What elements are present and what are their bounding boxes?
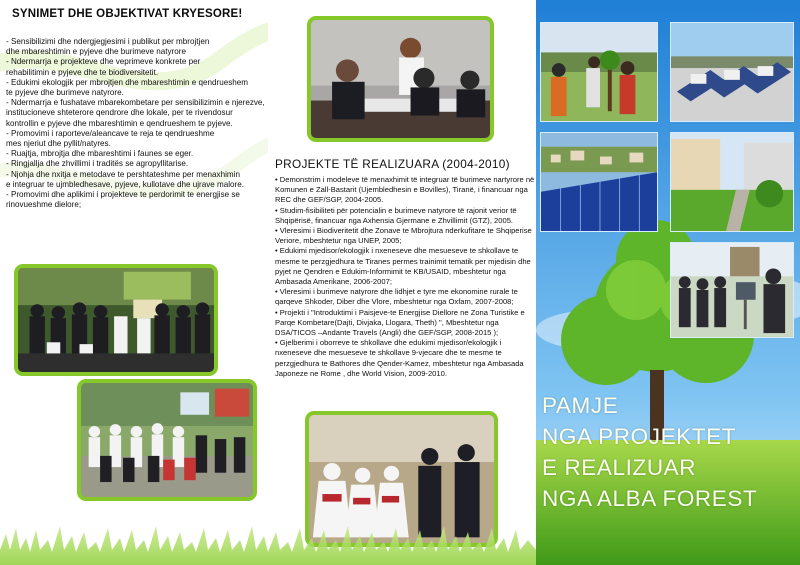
feature-title-line: NGA ALBA FOREST bbox=[542, 486, 758, 511]
objective-line: - Promovimi dhe aplikimi i projekteve te perdorimit te energjise se bbox=[6, 190, 240, 200]
feature-panel bbox=[536, 0, 800, 565]
objective-line: kontrollin e pyjeve dhe mbareshtimin e qendrueshem te pyjeve. bbox=[6, 118, 233, 128]
objective-line: - Ndermarrja e fushatave mbarekombetare per sensibilizimin e njerezve, bbox=[6, 98, 265, 108]
grass-border bbox=[0, 520, 536, 565]
objective-line: rinovueshme dielore; bbox=[6, 200, 82, 210]
projects-panel bbox=[268, 0, 536, 565]
objective-line: - Ringjallja dhe zhvillimi i traditës se agropyllitarise. bbox=[6, 159, 189, 169]
project-line: • Vleresimi i burimeve natyrore dhe lidhjet e tyre me ekonomine rurale te bbox=[275, 287, 518, 297]
project-line: • Edukimi mjedisor/ekologjik i nxeneseve dhe mesueseve te shkollave te bbox=[275, 246, 519, 256]
schoolchildren-photo bbox=[77, 379, 257, 501]
project-line: Ambasada Amerikane, 2006-2007; bbox=[275, 277, 392, 287]
objective-line: - Sensibilizimi dhe ndergjegjesimi i publikut per mbrojtjen bbox=[6, 37, 210, 46]
project-line: DSA/TICOS –Andante Travels (Angli) dhe GEF/SGP, 2008-2015 ); bbox=[275, 328, 499, 338]
project-line: qarqeve Shkoder, Diber dhe Vlore, mbeshtetur nga Oxfam, 2007-2008; bbox=[275, 297, 514, 307]
objective-line: rehabilitimin e pyjeve dhe te biodiversitetit. bbox=[6, 67, 159, 77]
objective-line: - Njohja dhe nxitja e metodave te pershtateshme per menaxhimin bbox=[6, 169, 240, 179]
objective-line: - Ruajtja, mbrojtja dhe mbareshtimi i faunes se eger. bbox=[6, 149, 194, 159]
outdoor-group-photo bbox=[670, 242, 794, 338]
project-line: • Studim-fisibiliteti për potencialin e burimeve natyrore të rajonit verior të bbox=[275, 205, 517, 215]
project-line: Shqipërisë, financuar nga Axhensia Gjermane e Zhvillimit (GTZ), 2005. bbox=[275, 215, 514, 225]
project-line: Parqe Kombetare(Dajti, Divjaka, Llogara, Theth) ", Mbeshtetur nga bbox=[275, 317, 499, 327]
project-line: pyjet ne Qendren e Edukim-Informimit te KB/USAID, mbeshtetur nga bbox=[275, 266, 506, 276]
project-line: • Demonstrim i modeleve të menaxhimit të integruar të burimeve nartyrore në bbox=[275, 175, 535, 184]
projects-title: PROJEKTE TË REALIZUARA (2004-2010) bbox=[275, 157, 510, 171]
objectives-list bbox=[6, 37, 268, 210]
objective-line: mes njeriut dhe pyllit/natyres. bbox=[6, 139, 111, 149]
schoolyard-garden-photo bbox=[670, 132, 794, 232]
project-line: Veriore, mbeshtetur nga UNEP, 2005; bbox=[275, 236, 402, 246]
project-line: • Projekti i "Introduktimi i Paisjeve-te Energjise Diellore ne Zona Turistike e bbox=[275, 307, 525, 317]
solar-panels-photo bbox=[540, 132, 658, 232]
objectives-title: SYNIMET DHE OBJEKTIVAT KRYESORE! bbox=[12, 8, 243, 20]
project-line: REC dhe GEF/SGP, 2004-2005. bbox=[275, 195, 384, 205]
objective-line: - Ndermarrja e projekteve dhe veprimeve konkrete per bbox=[6, 57, 201, 67]
objective-line: - Promovimi i raporteve/aleancave te reja te qendrueshme bbox=[6, 128, 215, 138]
objective-line: e integruar te ujmbledhesave, pyjeve, kullotave dhe ujrave malore. bbox=[6, 179, 245, 189]
objectives-panel bbox=[0, 0, 268, 565]
objective-line: dhe mbareshtimin e pyjeve dhe burimeve natyrore bbox=[6, 47, 186, 57]
objective-line: - Edukimi ekologjik per mbrojtjen dhe mbareshtimin e qendrueshem bbox=[6, 77, 249, 87]
project-line: • Vleresimi i Biodiveritetit dhe Zonave te Mbrojtura nderkufitare te Shqiperise bbox=[275, 226, 532, 236]
feature-title-line: E REALIZUAR bbox=[542, 455, 697, 480]
project-line: Komunen e Zall-Bastarit (Ujembledhesin e Bovilles), Tiranë, i financuar nga bbox=[275, 185, 528, 195]
tree-planting-photo bbox=[540, 22, 658, 122]
project-line: mesme te perzgjedhura te Tiranes permes trainimit tematik per mjedisin dhe bbox=[275, 256, 531, 266]
objective-line: te pyjeve dhe burimeve natyrore. bbox=[6, 88, 124, 98]
project-line: nxeneseve dhe mesueseve te shkollave 9-vjecare dhe te mesme te bbox=[275, 348, 502, 358]
feature-title bbox=[542, 390, 757, 514]
feature-title-line: PAMJE bbox=[542, 393, 619, 418]
solar-roof-photo bbox=[670, 22, 794, 122]
signing-ceremony-photo bbox=[307, 16, 494, 142]
feature-title-line: NGA PROJEKTET bbox=[542, 424, 737, 449]
project-line: perzgjedhura te Bathores dhe Qender-Kamez, mbeshtetur nga Ambasada bbox=[275, 358, 524, 368]
projects-list bbox=[275, 175, 537, 379]
project-line: Japoneze ne Rome , dhe World Vision, 2009-2010. bbox=[275, 368, 447, 378]
project-line: • Gjelberimi i oborreve te shkollave dhe edukimi mjedisor/ekologjik i bbox=[275, 338, 502, 348]
objective-line: institucioneve shteterore qendrore dhe lokale, per te rivendosur bbox=[6, 108, 233, 118]
students-group-photo bbox=[14, 264, 218, 376]
